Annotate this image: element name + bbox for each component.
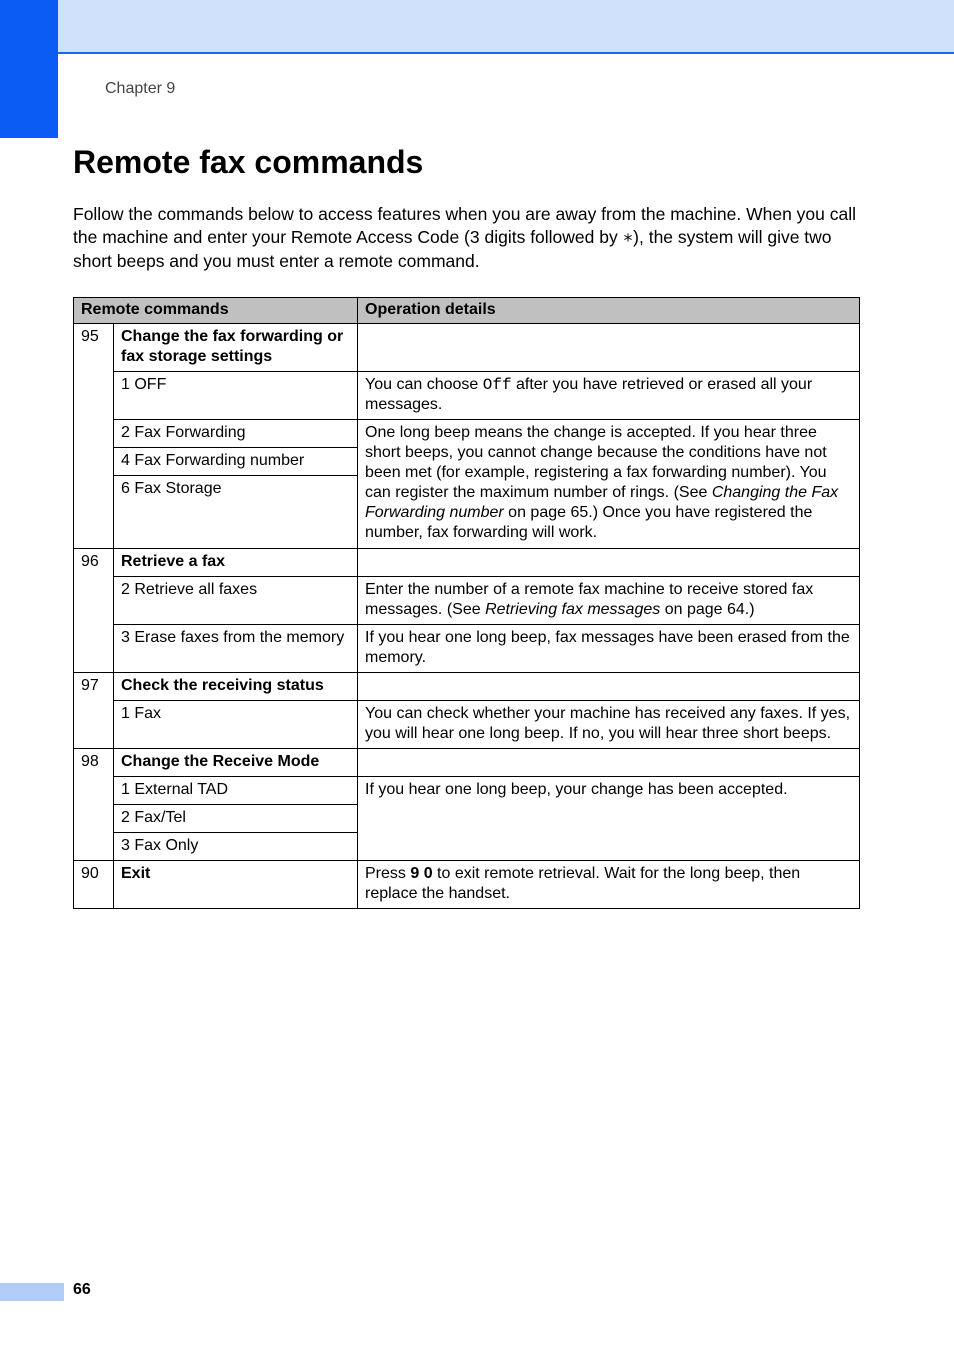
- subcommand-label: 1 OFF: [114, 372, 358, 420]
- detail-cell: [358, 861, 860, 909]
- command-number: 95: [74, 324, 114, 549]
- table-row: [74, 625, 860, 673]
- command-title: Retrieve a fax: [114, 549, 358, 577]
- off-setting-text: Off: [482, 376, 512, 394]
- header-operation-details: Operation details: [358, 298, 860, 324]
- detail-text: to exit remote retrieval. Wait for the long beep, then replace the handset.: [365, 865, 801, 902]
- detail-cell: [358, 372, 860, 420]
- detail-cell: If you hear one long beep, your change has been accepted.: [358, 777, 860, 861]
- cross-reference: Changing the Fax Forwarding number: [365, 484, 839, 521]
- page-title: Remote fax commands: [73, 144, 424, 180]
- detail-cell: You can check whether your machine has received any faxes. If yes, you will hear one long beep. If no, you will hear three short beeps.: [358, 701, 860, 749]
- table-row: [74, 701, 860, 749]
- detail-cell: [358, 324, 860, 372]
- detail-text: on page 65.) Once you have registered the number, fax forwarding will work.: [365, 504, 813, 541]
- detail-text: Press: [365, 865, 411, 882]
- detail-cell: [358, 577, 860, 625]
- detail-cell: [358, 549, 860, 577]
- key-sequence: 9 0: [410, 865, 433, 882]
- subcommand-label: 6 Fax Storage: [114, 476, 358, 549]
- subcommand-label: 4 Fax Forwarding number: [114, 448, 358, 476]
- page-number: 66: [73, 1281, 91, 1298]
- table-row: [74, 372, 860, 420]
- table-row: [74, 420, 860, 448]
- table-row: [74, 324, 860, 372]
- detail-text: on page 64.): [660, 601, 755, 618]
- header-remote-commands: Remote commands: [74, 298, 358, 324]
- subcommand-label: 2 Fax Forwarding: [114, 420, 358, 448]
- subcommand-label: 1 External TAD: [114, 777, 358, 805]
- intro-text-start: Follow the commands below to access features when you are away from the machine. When you call the machine and enter your Remote Access Code (3 digits followed by: [73, 204, 857, 247]
- table-row: [74, 749, 860, 777]
- subcommand-label: 2 Retrieve all faxes: [114, 577, 358, 625]
- command-title: Change the fax forwarding or fax storage settings: [114, 324, 358, 372]
- command-number: 98: [74, 749, 114, 861]
- table-row: [74, 673, 860, 701]
- chapter-tab: [0, 0, 58, 138]
- subcommand-label: 1 Fax: [114, 701, 358, 749]
- cross-reference: Retrieving fax messages: [485, 601, 661, 618]
- star-symbol: ∗: [622, 228, 634, 249]
- table-header-row: [74, 298, 860, 324]
- command-title: Change the Receive Mode: [114, 749, 358, 777]
- detail-text: Enter the number of a remote fax machine to receive stored fax messages. (See: [365, 581, 814, 618]
- detail-text: You can choose: [365, 376, 483, 393]
- header-band: [58, 0, 954, 54]
- footer-bar: [0, 1283, 64, 1301]
- command-number: 97: [74, 673, 114, 749]
- table-row: [74, 577, 860, 625]
- command-number: 96: [74, 549, 114, 673]
- command-title: Exit: [114, 861, 358, 909]
- table-row: [74, 549, 860, 577]
- subcommand-label: 3 Erase faxes from the memory: [114, 625, 358, 673]
- command-title: Check the receiving status: [114, 673, 358, 701]
- detail-text: One long beep means the change is accepted. If you hear three short beeps, you cannot change because the conditions have not been met (for example, registering a fax forwarding number). You can register the maximum number of rings. (See: [365, 424, 827, 501]
- intro-text-end: ), the system will give two short beeps and you must enter a remote command.: [73, 226, 832, 271]
- table-row: [74, 861, 860, 909]
- subcommand-label: 2 Fax/Tel: [114, 805, 358, 833]
- detail-cell: [358, 749, 860, 777]
- remote-commands-table: [73, 297, 860, 909]
- intro-paragraph: [73, 203, 863, 273]
- detail-cell: [358, 420, 860, 549]
- command-number: 90: [74, 861, 114, 909]
- detail-cell: If you hear one long beep, fax messages have been erased from the memory.: [358, 625, 860, 673]
- detail-cell: [358, 673, 860, 701]
- table-row: [74, 777, 860, 805]
- subcommand-label: 3 Fax Only: [114, 833, 358, 861]
- detail-text: after you have retrieved or erased all your messages.: [365, 376, 813, 413]
- chapter-label: Chapter 9: [105, 80, 176, 97]
